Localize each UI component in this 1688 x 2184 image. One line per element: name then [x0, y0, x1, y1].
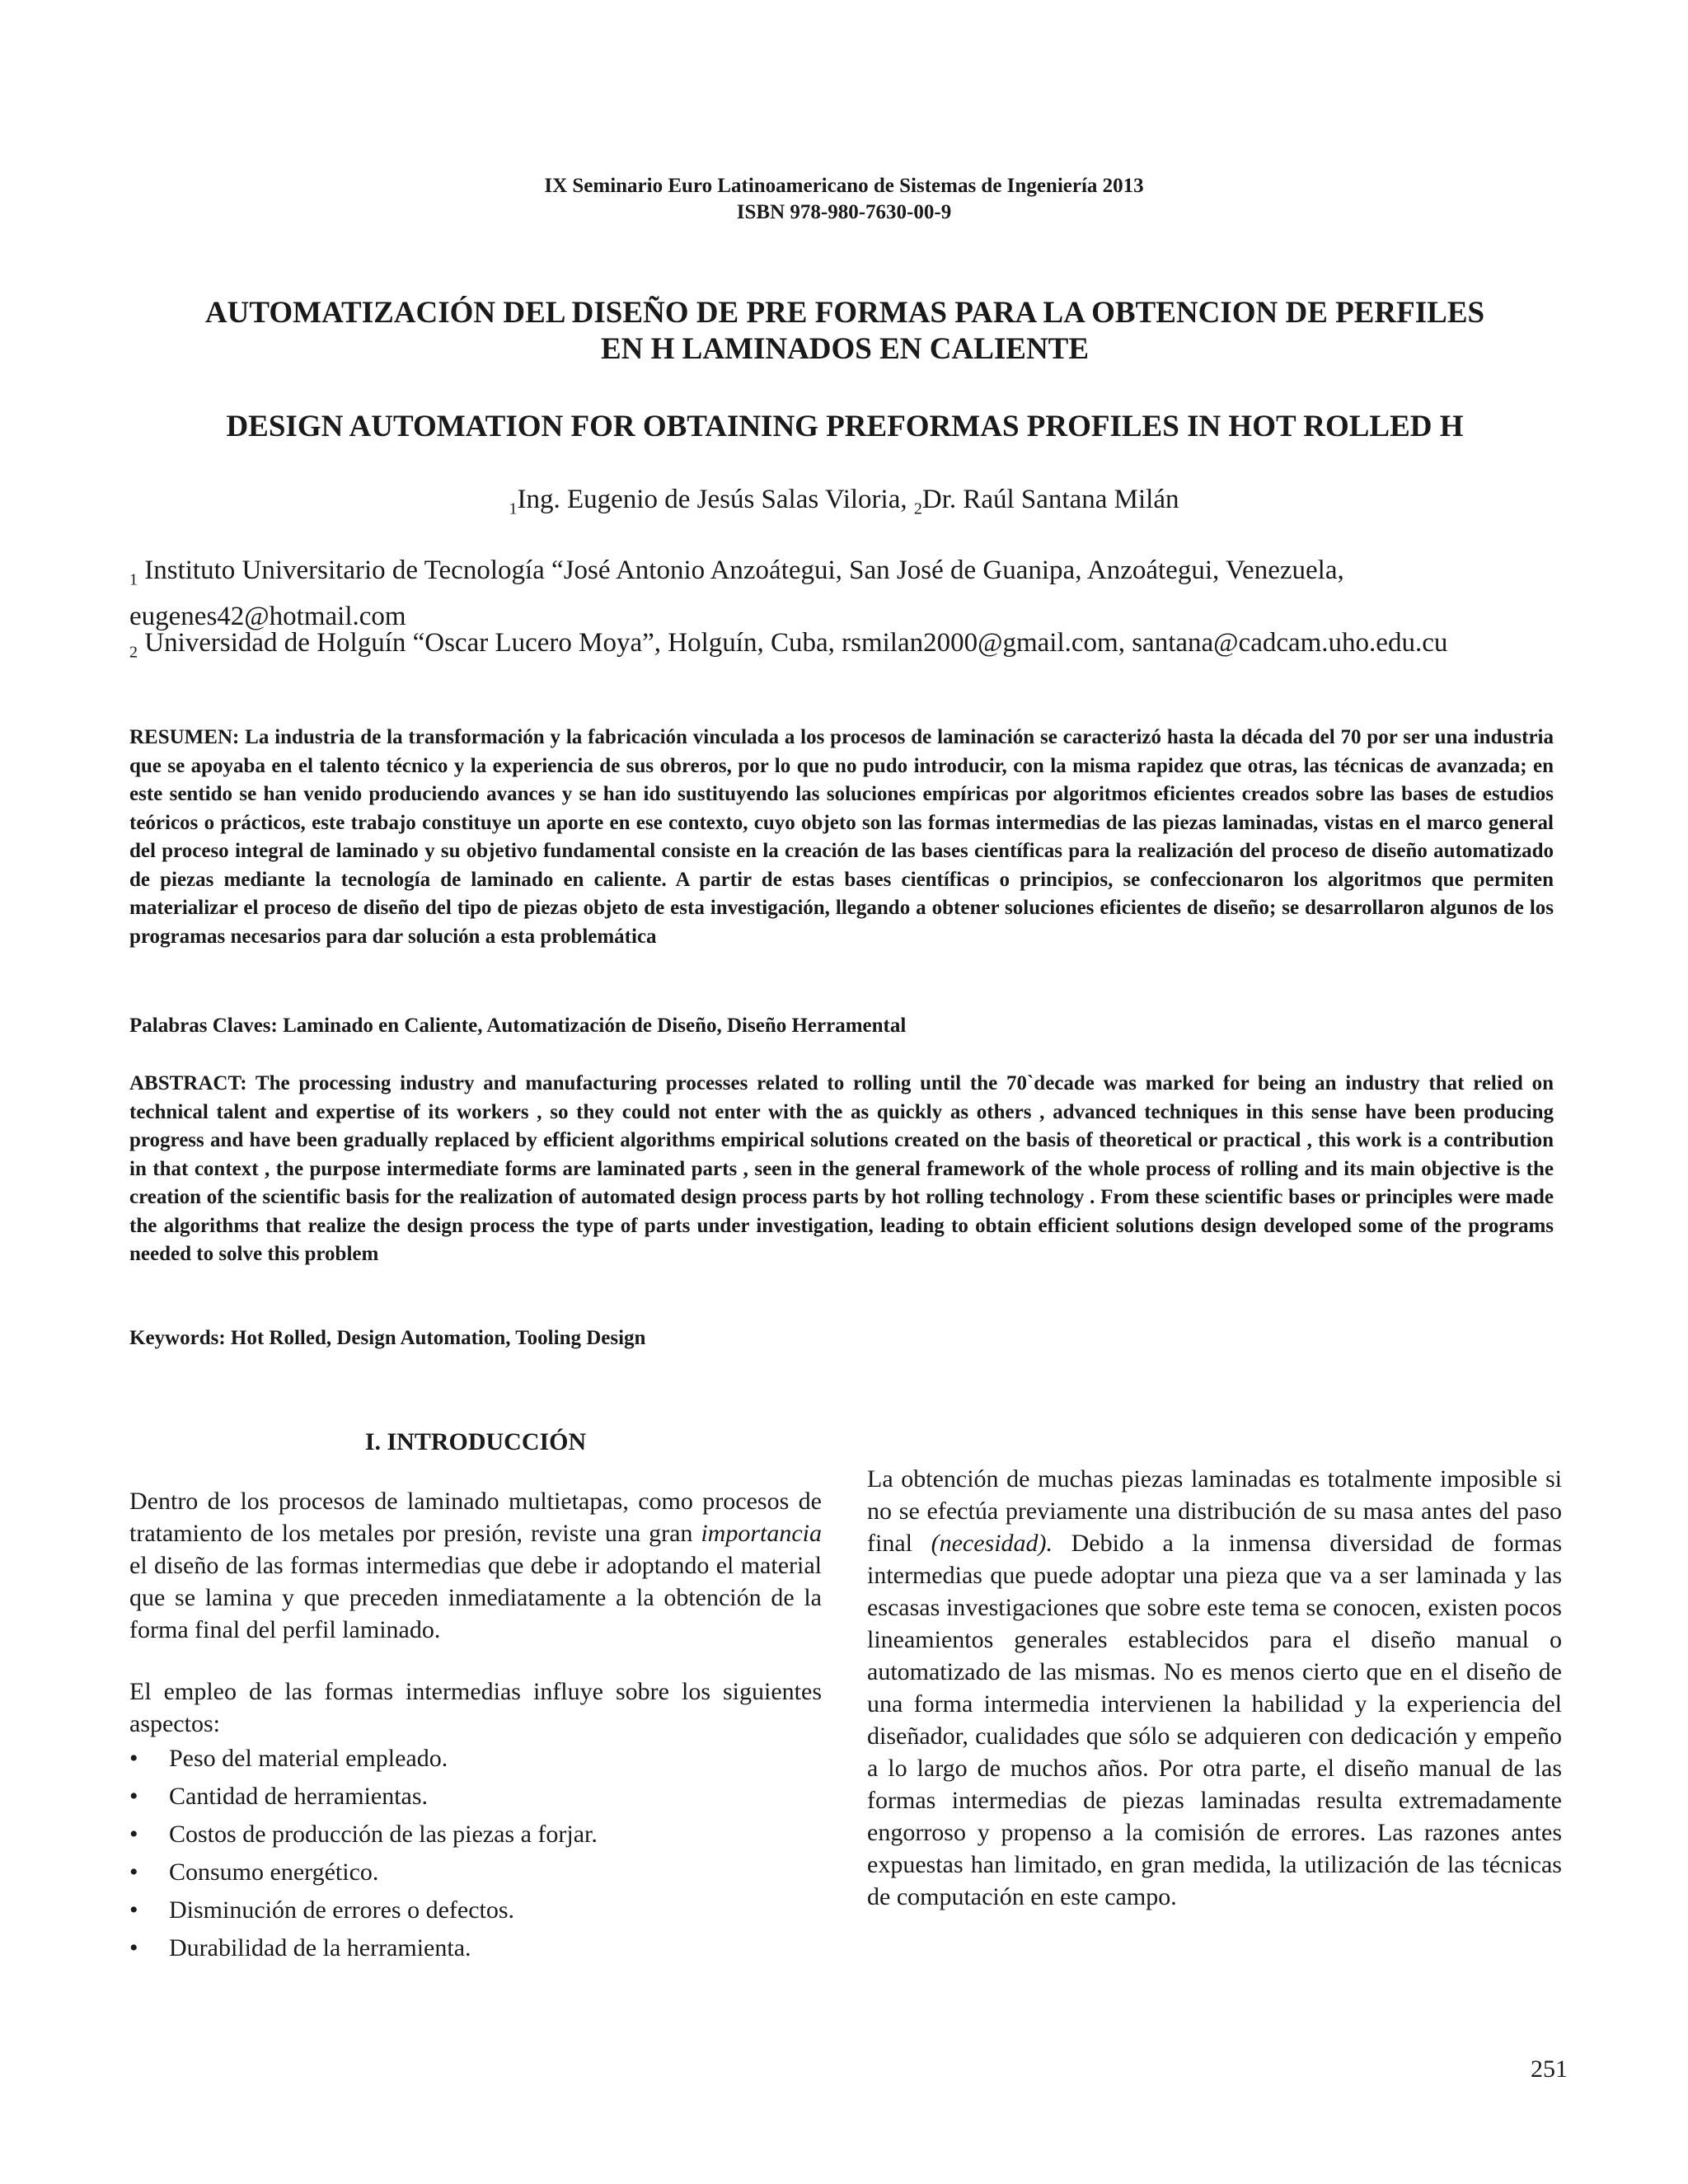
palabras-claves: Palabras Claves: Laminado en Caliente, Automatización de Diseño, Diseño Herramental	[129, 1015, 907, 1037]
title-spanish	[107, 295, 1582, 368]
abstract-paragraph: ABSTRACT: The processing industry and manufacturing processes related to rolling until the 70`decade was marked for being an industry that relied on technical talent and expertise of its workers , so they could not enter with the as quickly as others , advanced techniques in this sense have been producing progress and have been gradually replaced by efficient algorithms empirical solutions created on the basis of theoretical or practical , this work is a contribution in that context , the purpose intermediate forms are laminated parts , seen in the general framework of the whole process of rolling and its main objective is the creation of the scientific basis for the realization of automated design process parts by hot rolling technology . From these scientific bases or principles were made the algorithms that realize the design process the type of parts under investigation, leading to obtain efficient solutions design developed some of the programs needed to solve this problem	[129, 1072, 1554, 1265]
intro-p1-text-a: Dentro de los procesos de laminado multietapas, como procesos de tratamiento de los metales por presión, reviste una gran	[129, 1488, 822, 1547]
affiliation-1-mark: 1	[129, 570, 138, 589]
section-title-introduccion: I. INTRODUCCIÓN	[364, 1428, 587, 1455]
author-line	[0, 481, 1688, 527]
author2-name: Dr. Raúl Santana Milán	[921, 485, 1179, 514]
title-english: DESIGN AUTOMATION FOR OBTAINING PREFORMAS PROFILES IN HOT ROLLED H	[226, 410, 1464, 443]
intro-p3-text-b: Debido a la inmensa diversidad de formas intermedias que puede adoptar una pieza que va a ser laminada y las escasas investigaciones que sobre este tema se conocen, existen pocos lineamientos generales establecidos para el diseño manual o automatizado de las mismas. No es menos cierto que en el diseño de una forma intermedia intervienen la habilidad y la experiencia del diseñador, cualidades que sólo se adquieren con dedicación y empeño a lo largo de muchos años. Por otra parte, el diseño manual de las formas intermedias de piezas laminadas resulta extremadamente engorroso y propenso a la comisión de errores. Las razones antes expuestas han limitado, en gran medida, la utilización de las técnicas de computación en este campo.	[867, 1530, 1563, 1910]
intro-p1-text-b: el diseño de las formas intermedias que debe ir adoptando el material que se lamina y que preceden inmediatamente a la obtención de la forma final del perfil laminado.	[129, 1552, 822, 1643]
keywords: Keywords: Hot Rolled, Design Automation, Tooling Design	[129, 1327, 646, 1349]
page-number: 251	[1531, 2055, 1568, 2083]
left-column	[129, 1426, 822, 1967]
intro-p3-text-a: La obtención de muchas piezas laminadas es totalmente imposible si no se efectúa previamente una distribución de su masa antes del paso final	[867, 1465, 1562, 1557]
list-item: • Costos de producción de las piezas a forjar.	[129, 1816, 822, 1854]
affiliation-2-mark: 2	[129, 643, 138, 662]
affiliation-1	[129, 552, 1547, 635]
author1-name: Ing. Eugenio de Jesús Salas Viloria,	[517, 485, 914, 514]
author2-mark: 2	[913, 499, 922, 518]
list-item: • Durabilidad de la herramienta.	[129, 1929, 822, 1967]
intro-p1-emphasis: importancia	[701, 1520, 822, 1547]
affiliation-2-text: Universidad de Holguín “Oscar Lucero Moya”, Holguín, Cuba, rsmilan2000@gmail.com, santana@cadcam.uho.edu.cu	[138, 628, 1448, 658]
intro-paragraph-1	[129, 1485, 822, 1646]
isbn: ISBN 978-980-7630-00-9	[736, 201, 952, 223]
list-item: • Cantidad de herramientas.	[129, 1778, 822, 1816]
conference-name: IX Seminario Euro Latinoamericano de Sistemas de Ingeniería 2013	[544, 175, 1144, 197]
list-item: • Disminución de errores o defectos.	[129, 1891, 822, 1929]
title-spanish-line2: EN H LAMINADOS EN CALIENTE	[600, 332, 1090, 366]
list-item: • Peso del material empleado.	[129, 1740, 822, 1778]
title-spanish-line1: AUTOMATIZACIÓN DEL DISEÑO DE PRE FORMAS PARA LA OBTENCION DE PERFILES	[204, 296, 1485, 330]
affiliation-1-text: Instituto Universitario de Tecnología “José Antonio Anzoátegui, San José de Guanipa, Anzoátegui, Venezuela, eugenes42@hotmail.com	[129, 555, 1344, 631]
right-column	[867, 1463, 1562, 1913]
intro-paragraph-2: El empleo de las formas intermedias influye sobre los siguientes aspectos:	[129, 1678, 822, 1737]
conference-header	[0, 173, 1688, 226]
affiliation-2	[129, 625, 1547, 671]
aspects-list	[129, 1740, 822, 1967]
intro-paragraph-3	[867, 1463, 1562, 1913]
resumen-paragraph: RESUMEN: La industria de la transformación y la fabricación vinculada a los procesos de laminación se caracterizó hasta la década del 70 por ser una industria que se apoyaba en el talento técnico y la experiencia de sus obreros, por lo que no pudo introducir, con la misma rapidez que otras, las técnicas de avanzada; en este sentido se han venido produciendo avances y se han ido sustituyendo las soluciones empíricas por algoritmos eficientes creados sobre las bases de estudios teóricos o prácticos, este trabajo constituye un aporte en ese contexto, cuyo objeto son las formas intermedias de las piezas laminadas, vistas en el marco general del proceso integral de laminado y su objetivo fundamental consiste en la creación de las bases científicas para la realización del proceso de diseño automatizado de piezas mediante la tecnología de laminado en caliente. A partir de estas bases científicas o principios, se confeccionaron los algoritmos que permiten materializar el proceso de diseño del tipo de piezas objeto de esta investigación, llegando a obtener soluciones eficientes de diseño; se desarrollaron algunos de los programas necesarios para dar solución a esta problemática	[129, 726, 1554, 948]
intro-p3-emphasis: (necesidad).	[931, 1530, 1053, 1557]
list-item: • Consumo energético.	[129, 1854, 822, 1891]
author1-mark: 1	[509, 499, 518, 518]
